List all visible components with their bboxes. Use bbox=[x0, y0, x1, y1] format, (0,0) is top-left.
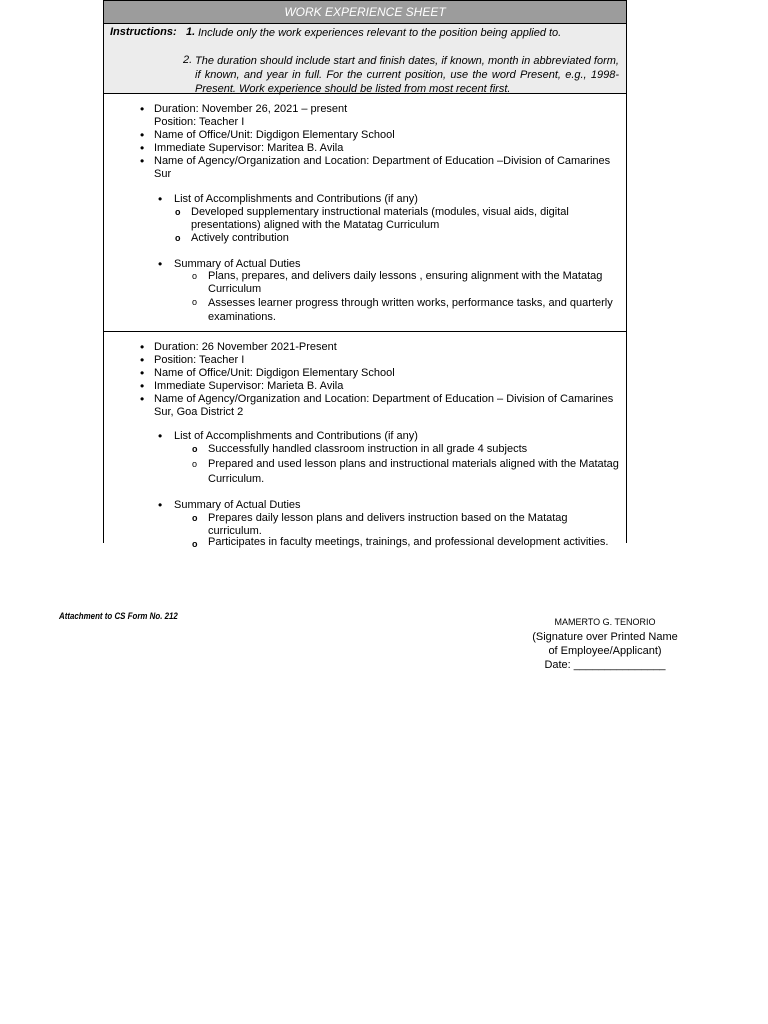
entry1-position: Position: Teacher I bbox=[154, 116, 245, 128]
entry2-accomplishment-1: Successfully handled classroom instruction in all grade 4 subjects bbox=[208, 443, 528, 455]
entry2-duty-1: Prepares daily lesson plans and delivers instruction based on the Matatag curriculum. bbox=[208, 512, 568, 537]
instructions-box bbox=[104, 24, 626, 94]
bullet-icon: • bbox=[140, 366, 145, 380]
bullet-icon: • bbox=[140, 340, 145, 354]
entry1-duties-heading: Summary of Actual Duties bbox=[174, 258, 301, 270]
instructions-label: Instructions: bbox=[110, 26, 177, 38]
bullet-icon: • bbox=[140, 353, 145, 367]
sub-bullet-icon: o bbox=[192, 444, 198, 454]
signature-caption-line1: (Signature over Printed Name bbox=[532, 631, 678, 643]
date-line: Date: _______________ bbox=[544, 659, 666, 671]
bullet-icon: • bbox=[140, 379, 145, 393]
bullet-icon: • bbox=[140, 102, 145, 116]
bullet-icon: • bbox=[158, 498, 163, 512]
sheet-title: WORK EXPERIENCE SHEET bbox=[104, 0, 626, 24]
entry2-duration: Duration: 26 November 2021-Present bbox=[154, 341, 337, 353]
entry2-accomplishments-heading: List of Accomplishments and Contributions (if any) bbox=[174, 430, 418, 442]
work-entry-1 bbox=[104, 94, 626, 332]
signature-block bbox=[532, 615, 678, 672]
sub-bullet-icon: o bbox=[192, 297, 198, 307]
instruction-1-text: Include only the work experiences relevant to the position being applied to. bbox=[198, 27, 562, 39]
entry2-office: Name of Office/Unit: Digdigon Elementary School bbox=[154, 367, 395, 379]
bullet-icon: • bbox=[158, 192, 163, 206]
instruction-2-text: The duration should include start and finish dates, if known, month in abbreviated form, if known, and year in full. For the current position, use the word Present, e.g., 1998-Present. Work experience should be listed from most recent first. bbox=[195, 55, 619, 95]
work-entry-2 bbox=[104, 332, 626, 592]
sub-bullet-icon: o bbox=[192, 459, 198, 469]
sub-bullet-icon: o bbox=[192, 539, 198, 549]
sub-bullet-icon: o bbox=[175, 233, 181, 243]
instruction-2-number: 2. bbox=[183, 54, 193, 66]
signer-name: MAMERTO G. TENORIO bbox=[554, 617, 656, 627]
bullet-icon: • bbox=[140, 154, 145, 168]
entry1-supervisor: Immediate Supervisor: Maritea B. Avila bbox=[154, 142, 344, 154]
sub-bullet-icon: o bbox=[192, 271, 198, 281]
entry1-accomplishment-1: Developed supplementary instructional materials (modules, visual aids, digital presentations) aligned with the Matatag Curriculum bbox=[191, 206, 569, 231]
entry2-accomplishment-2: Prepared and used lesson plans and instructional materials aligned with the Matatag Curriculum. bbox=[208, 458, 619, 485]
entry1-office: Name of Office/Unit: Digdigon Elementary School bbox=[154, 129, 395, 141]
bullet-icon: • bbox=[140, 128, 145, 142]
entry2-duties-heading: Summary of Actual Duties bbox=[174, 499, 301, 511]
signature-caption-line2: of Employee/Applicant) bbox=[548, 645, 662, 657]
bullet-icon: • bbox=[158, 429, 163, 443]
entry2-supervisor: Immediate Supervisor: Marieta B. Avila bbox=[154, 380, 344, 392]
bullet-icon: • bbox=[140, 392, 145, 406]
sub-bullet-icon: o bbox=[192, 513, 198, 523]
entry1-agency: Name of Agency/Organization and Location: Department of Education –Division of Camarines Sur bbox=[154, 155, 611, 180]
bullet-icon: • bbox=[140, 141, 145, 155]
attachment-label: Attachment to CS Form No. 212 bbox=[59, 611, 178, 621]
entry2-position: Position: Teacher I bbox=[154, 354, 245, 366]
entry1-accomplishment-2: Actively contribution bbox=[191, 232, 289, 244]
entry1-duty-1: Plans, prepares, and delivers daily lessons , ensuring alignment with the Matatag Curriculum bbox=[208, 270, 603, 295]
entry1-duration: Duration: November 26, 2021 – present bbox=[154, 103, 348, 115]
entry2-duty-2: Participates in faculty meetings, trainings, and professional development activities. bbox=[208, 536, 609, 548]
sub-bullet-icon: o bbox=[175, 207, 181, 217]
entry2-agency: Name of Agency/Organization and Location: Department of Education – Division of Camarines Sur, Goa District 2 bbox=[154, 393, 614, 418]
bullet-icon: • bbox=[158, 257, 163, 271]
instruction-1-number: 1. bbox=[186, 26, 196, 38]
entry1-accomplishments-heading: List of Accomplishments and Contributions (if any) bbox=[174, 193, 418, 205]
work-experience-sheet bbox=[103, 0, 627, 549]
entry1-duty-2: Assesses learner progress through written works, performance tasks, and quarterly examinations. bbox=[208, 297, 613, 323]
